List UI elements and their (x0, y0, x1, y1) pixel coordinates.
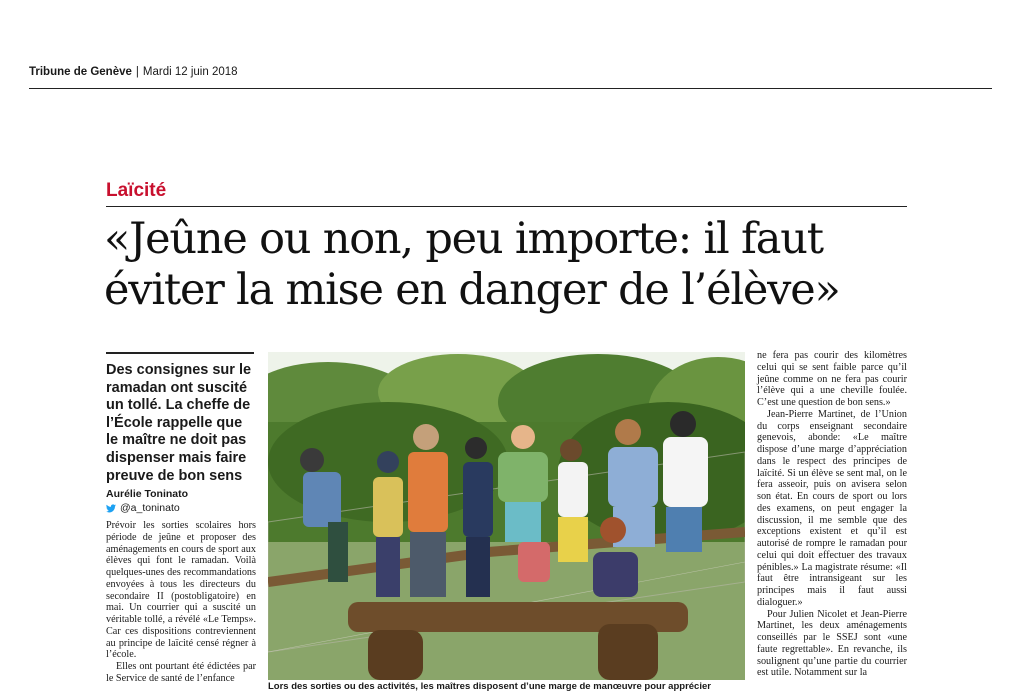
masthead-separator: | (135, 66, 139, 78)
body-paragraph: Prévoir les sorties scolaires hors période de jeûne et proposer des aménagements en cours de sport aux élèves qui font le ramadan. Voilà quelques-unes des recommandations envoyées à tous les directeurs du secondaire II (postobligatoire) en mai. Un courrier qui a suscité un véritable tollé, a révélé «Le Temps». Car ces dispositions contreviennent au principe de laïcité censé régner à l’école. (106, 520, 256, 661)
photo-caption: Lors des sorties ou des activités, les maîtres disposent d’une marge de manœuvre pour apprécier (268, 681, 711, 692)
body-paragraph: Jean-Pierre Martinet, de l’Union du corps enseignant secondaire genevois, abonde: «Le maître dispose d’une marge d’appréciation dans le respect des principes de laïcité. Si un élève se sent mal, on le fera asseoir, puis on avisera selon son état. En cours de sport ou lors des examens, on peut engager la discussion, il me semble que des exceptions existent et qu’il est autorisé de rompre le ramadan pour celui qui doit effectuer des travaux pénibles.» La magistrate résume: «Il faut être intransigeant sur les principes mais il faut aussi dialoguer.» (757, 408, 907, 608)
article-headline (104, 214, 934, 316)
publication-name: Tribune de Genève (29, 66, 132, 78)
body-paragraph: ne fera pas courir des kilomètres celui qui se sent faible parce qu’il jeûne comme on ne fera pas courir l’élève qui a une cheville foulée. C’est une question de bon sens.» (757, 350, 907, 408)
issue-date: Mardi 12 juin 2018 (142, 66, 238, 78)
author-name: Aurélie Toninato (106, 488, 189, 500)
headline-line-2: éviter la mise en danger de l’élève» (104, 265, 840, 315)
headline-line-1: «Jeûne ou non, peu importe: il faut (104, 214, 823, 264)
author-twitter (106, 502, 180, 514)
article-photo (268, 352, 745, 680)
twitter-handle: @a_toninato (120, 502, 180, 514)
body-column-1 (106, 520, 256, 685)
article-lead: Des consignes sur le ramadan ont suscité un tollé. La cheffe de l’École rappelle que le maître ne doit pas dispenser mais faire preuve de bon sens (106, 362, 252, 484)
lead-rule (106, 352, 254, 354)
masthead-rule (29, 88, 992, 89)
masthead (29, 66, 992, 88)
twitter-bird-icon (106, 504, 116, 513)
section-kicker: Laïcité (106, 180, 167, 201)
children-on-bench-photo (268, 352, 745, 680)
body-paragraph: Pour Julien Nicolet et Jean-Pierre Martinet, les deux aménagements conseillés par le SSEJ sont «une faute regrettable». En revanche, ils soulignent qu’une partie du courrier est utile. Notamment sur la (757, 608, 907, 679)
body-column-3 (757, 350, 907, 679)
body-paragraph: Elles ont pourtant été édictées par le Service de santé de l’enfance (106, 661, 256, 684)
kicker-rule (106, 206, 907, 207)
